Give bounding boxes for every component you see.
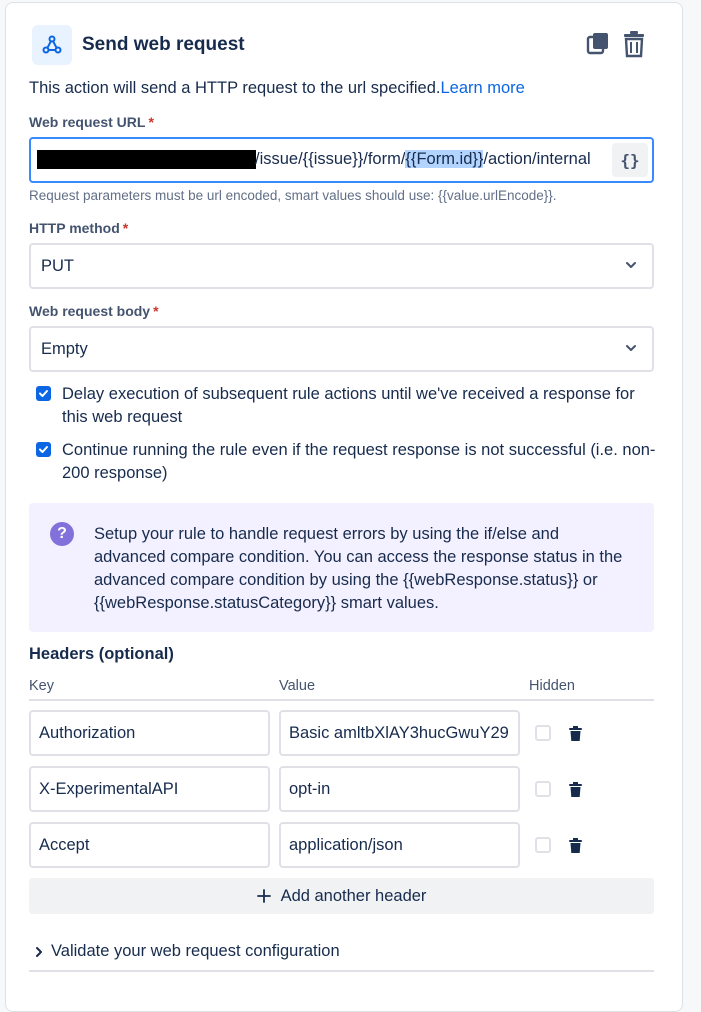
url-help-text: Request parameters must be url encoded, smart values should use: {{value.urlEncode}}. [29,188,557,203]
trash-icon [569,782,582,797]
http-method-label: HTTP method * [29,220,129,236]
column-header-hidden: Hidden [529,678,575,694]
continue-on-error-checkbox[interactable] [36,442,51,457]
trash-icon [569,838,582,853]
web-request-url-input[interactable] [29,137,654,183]
header-key-input[interactable]: Authorization [29,710,270,756]
duplicate-button[interactable] [584,29,612,59]
plus-icon [257,889,271,903]
column-header-key: Key [29,678,54,694]
chevron-right-icon [33,945,45,959]
delay-execution-checkbox[interactable] [36,386,51,401]
delete-header-button[interactable] [567,780,583,798]
request-body-select[interactable]: Empty [29,326,654,372]
check-icon [38,388,49,399]
delete-action-button[interactable] [620,29,648,59]
check-icon [38,444,49,455]
validate-configuration-expander[interactable]: Validate your web request configuration [29,942,654,972]
header-value-input[interactable]: application/json [279,822,520,868]
body-label: Web request body * [29,303,159,319]
error-handling-info-panel: ? Setup your rule to handle request errors by using the if/else and advanced compare condition. You can access the response status in the advanced compare condition by using the {{webResponse.status}} or {{webResponse.statusCategory}} smart values. [29,503,654,632]
webhook-icon [32,25,72,65]
header-hidden-checkbox[interactable] [535,781,551,797]
http-method-select[interactable]: PUT [29,243,654,289]
duplicate-icon [585,31,611,57]
header-hidden-checkbox[interactable] [535,725,551,741]
delete-header-button[interactable] [567,836,583,854]
delete-header-button[interactable] [567,724,583,742]
action-description: This action will send a HTTP request to the url specified.Learn more [29,79,525,97]
url-value: /issue/{{issue}}/form/{{Form.id}}/action/internal [255,150,591,168]
trash-icon [569,726,582,741]
header-value-input[interactable]: opt-in [279,766,520,812]
column-header-value: Value [279,678,316,694]
header-value-input[interactable]: Basic amltbXlAY3hucGwuY29 [279,710,520,756]
question-icon: ? [50,522,74,546]
add-header-button[interactable]: Add another header [29,878,654,914]
smart-values-button[interactable]: {} [612,143,648,177]
chevron-down-icon [624,341,638,355]
trash-icon [622,30,646,58]
redacted-url-segment [37,150,256,169]
learn-more-link[interactable]: Learn more [440,79,525,97]
page-title: Send web request [82,34,245,55]
headers-section-title: Headers (optional) [29,645,174,663]
chevron-down-icon [624,258,638,272]
header-key-input[interactable]: X-ExperimentalAPI [29,766,270,812]
url-label: Web request URL * [29,114,154,130]
header-key-input[interactable]: Accept [29,822,270,868]
header-hidden-checkbox[interactable] [535,837,551,853]
divider [29,699,654,701]
